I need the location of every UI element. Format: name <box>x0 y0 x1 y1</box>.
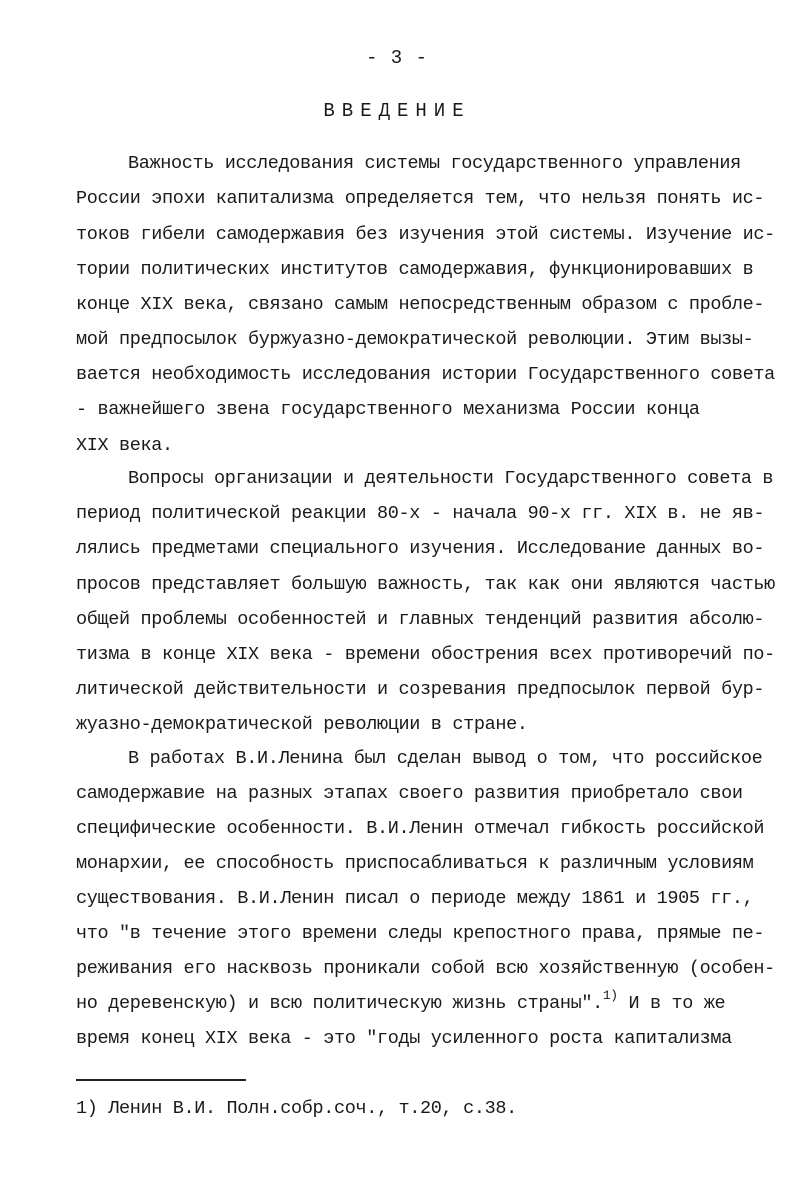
text-line: - важнейшего звена государственного механизма России конца <box>76 399 700 420</box>
text-line: тории политических институтов самодержавия, функционировавших в <box>76 259 754 280</box>
text-line: тизма в конце XIX века - времени обострения всех противоречий по- <box>76 644 775 665</box>
text-line: просов представляет большую важность, так как они являются частью <box>76 574 775 595</box>
text-line: В работах В.И.Ленина был сделан вывод о том, что российское <box>128 748 763 769</box>
text-line: период политической реакции 80-х - начала 90-х гг. XIX в. не яв- <box>76 503 765 524</box>
text-line: Важность исследования системы государственного управления <box>128 153 741 174</box>
text-line: существования. В.И.Ленин писал о периоде между 1861 и 1905 гг., <box>76 888 754 909</box>
text-line: монархии, ее способность приспосабливаться к различным условиям <box>76 853 754 874</box>
text-line: реживания его насквозь проникали собой всю хозяйственную (особен- <box>76 958 775 979</box>
text-line: России эпохи капитализма определяется тем, что нельзя понять ис- <box>76 188 765 209</box>
text-line: специфические особенности. В.И.Ленин отмечал гибкость российской <box>76 818 765 839</box>
text-line <box>76 988 726 1014</box>
text-line: лялись предметами специального изучения. Исследование данных во- <box>76 538 765 559</box>
text-line: токов гибели самодержавия без изучения этой системы. Изучение ис- <box>76 224 775 245</box>
text-line: жуазно-демократической революции в стране. <box>76 714 528 735</box>
text-line: XIX века. <box>76 435 173 456</box>
footnote-reference: 1) <box>602 988 618 1003</box>
text-line: общей проблемы особенностей и главных тенденций развития абсолю- <box>76 609 765 630</box>
text-line: вается необходимость исследования истории Государственного совета <box>76 364 775 385</box>
text-line: что "в течение этого времени следы крепостного права, прямые пе- <box>76 923 765 944</box>
footnote-divider <box>76 1079 246 1081</box>
text-line: время конец XIX века - это "годы усиленного роста капитализма <box>76 1028 732 1049</box>
page-number: - 3 - <box>365 47 428 69</box>
text-line: Вопросы организации и деятельности Государственного совета в <box>128 468 774 489</box>
text-line-tail: И в то же <box>628 993 726 1014</box>
text-line: мой предпосылок буржуазно-демократической революции. Этим вызы- <box>76 329 754 350</box>
text-line: литической действительности и созревания предпосылок первой бур- <box>76 679 765 700</box>
text-line: конце XIX века, связано самым непосредственным образом с пробле- <box>76 294 765 315</box>
text-line: самодержавие на разных этапах своего развития приобретало свои <box>76 783 743 804</box>
footnote: 1) Ленин В.И. Полн.собр.соч., т.20, с.38. <box>76 1098 517 1119</box>
text-line-body: но деревенскую) и всю политическую жизнь страны". <box>76 993 603 1014</box>
page-title: ВВЕДЕНИЕ <box>323 100 471 122</box>
